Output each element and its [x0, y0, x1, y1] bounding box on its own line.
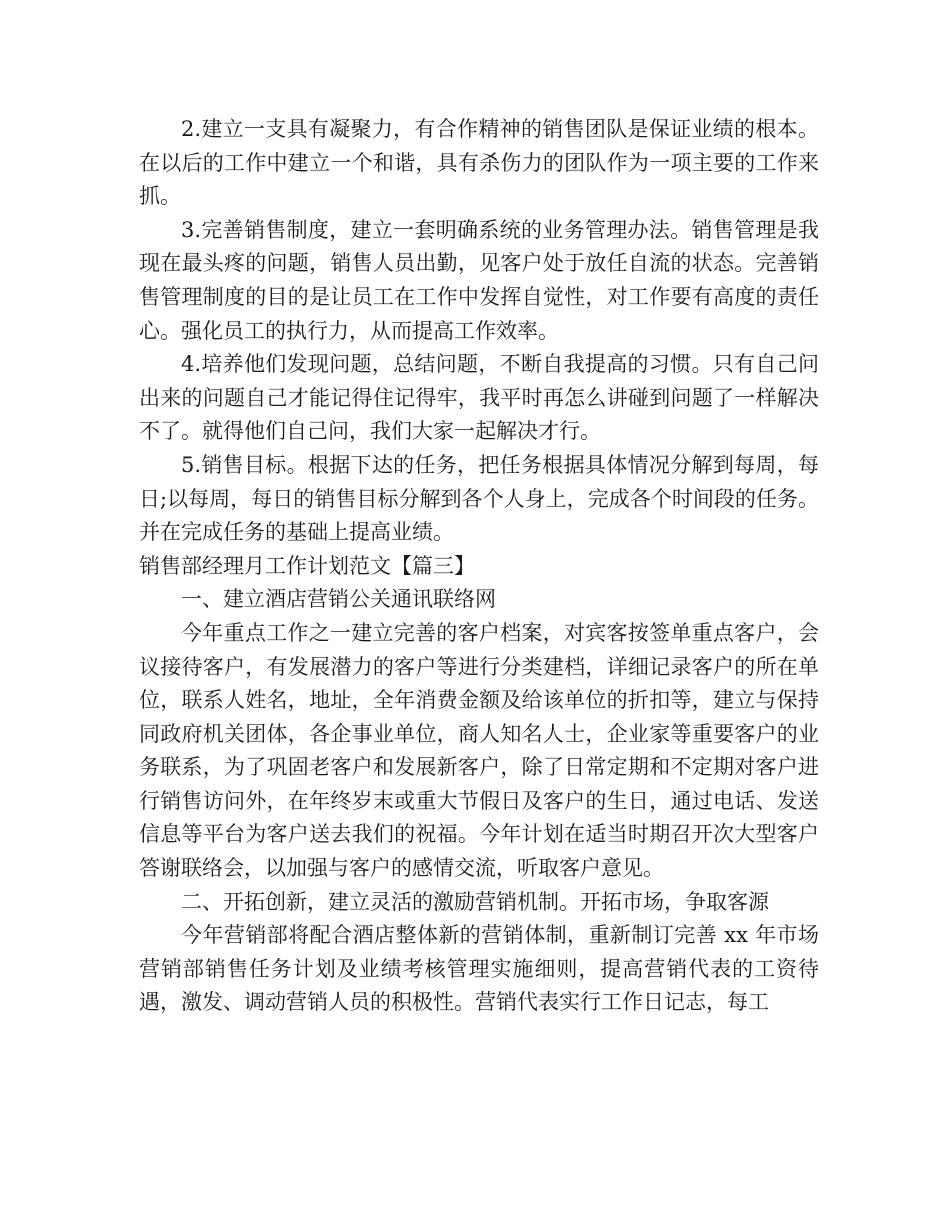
paragraph-incentive-mechanism: 今年营销部将配合酒店整体新的营销体制，重新制订完善 xx 年市场营销部销售任务计划及业绩考核管理实施细则，提高营销代表的工资待遇，激发、调动营销人员的积极性。营销代表实行工作日记志，每工 — [139, 923, 819, 1015]
paragraph-client-archive: 今年重点工作之一建立完善的客户档案，对宾客按签单重点客户，会议接待客户，有发展潜力的客户等进行分类建档，详细记录客户的所在单位，联系人姓名，地址，全年消费金额及给该单位的折扣等，建立与保持同政府机关团体，各企事业单位，商人知名人士，企业家等重要客户的业务联系，为了巩固老客户和发展新客户，除了日常定期和不定期对客户进行销售访问外，在年终岁末或重大节假日及客户的生日，通过电话、发送信息等平台为客户送去我们的祝福。今年计划在适当时期召开次大型客户答谢联络会，以加强与客户的感情交流，听取客户意见。 — [139, 620, 819, 881]
paragraph-item-3: 3.完善销售制度，建立一套明确系统的业务管理办法。销售管理是我现在最头疼的问题，销售人员出勤，见客户处于放任自流的状态。完善销售管理制度的目的是让员工在工作中发挥自觉性，对工作要有高度的责任心。强化员工的执行力，从而提高工作效率。 — [139, 217, 819, 343]
document-body — [139, 113, 819, 1020]
section-heading-part-three: 销售部经理月工作计划范文【篇三】 — [139, 553, 475, 578]
paragraph-item-4: 4.培养他们发现问题，总结问题，不断自我提高的习惯。只有自己问出来的问题自己才能记得住记得牢，我平时再怎么讲碰到问题了一样解决不了。就得他们自己问，我们大家一起解决才行。 — [139, 352, 819, 444]
paragraph-item-2: 2.建立一支具有凝聚力，有合作精神的销售团队是保证业绩的根本。在以后的工作中建立一个和谐，具有杀伤力的团队作为一项主要的工作来抓。 — [139, 117, 819, 209]
subheading-two: 二、开拓创新，建立灵活的激励营销机制。开拓市场，争取客源 — [181, 889, 769, 914]
subheading-one: 一、建立酒店营销公关通讯联络网 — [181, 587, 496, 612]
paragraph-item-5: 5.销售目标。根据下达的任务，把任务根据具体情况分解到每周，每日;以每周，每日的销售目标分解到各个人身上，完成各个时间段的任务。并在完成任务的基础上提高业绩。 — [139, 452, 819, 545]
